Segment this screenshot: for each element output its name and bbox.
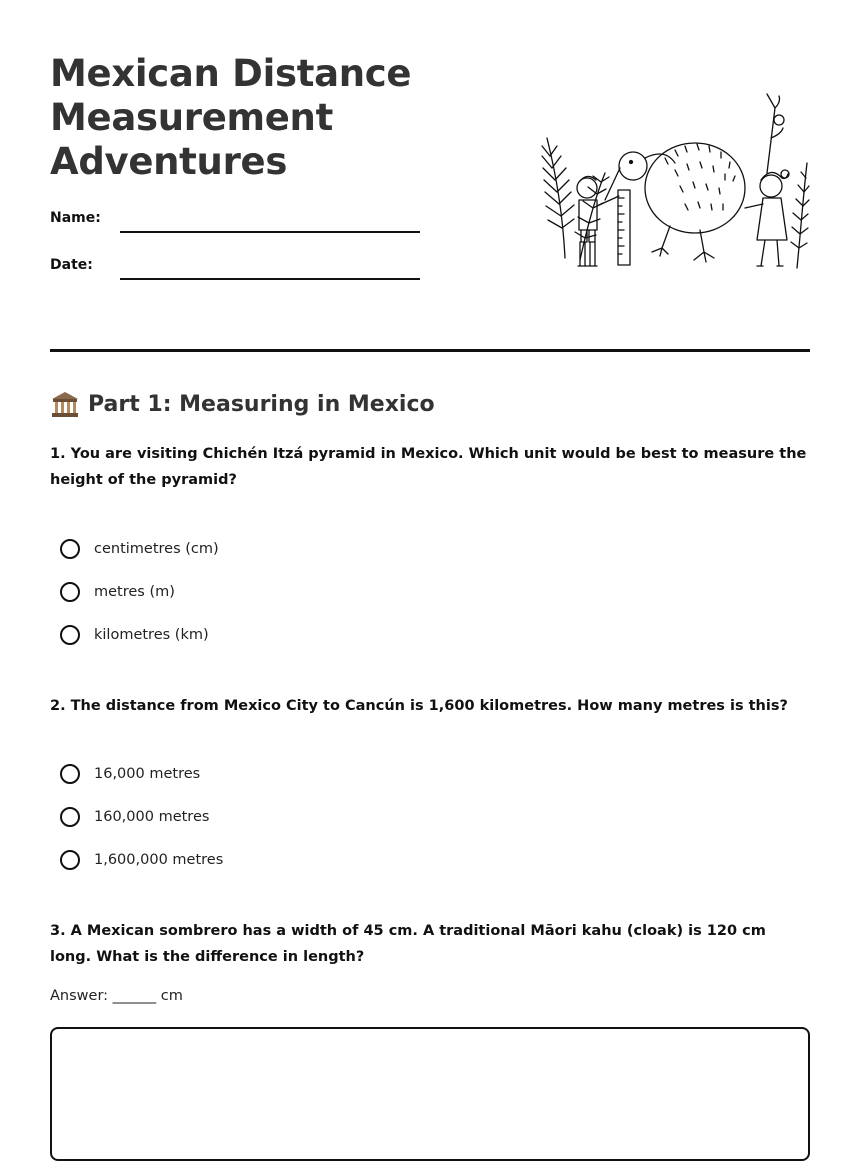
option-label: 160,000 metres	[94, 809, 210, 825]
ruler-icon	[618, 190, 630, 265]
girl-figure	[745, 170, 789, 266]
option-label: metres (m)	[94, 584, 175, 600]
radio-button[interactable]	[60, 764, 80, 784]
date-label: Date:	[50, 257, 93, 273]
option-q2-a[interactable]	[60, 761, 200, 787]
date-field[interactable]	[120, 278, 420, 280]
option-q1-b[interactable]	[60, 579, 175, 605]
title-line: Adventures	[50, 140, 288, 183]
option-q2-c[interactable]	[60, 847, 223, 873]
option-label: kilometres (km)	[94, 627, 209, 643]
option-q1-a[interactable]	[60, 536, 219, 562]
radio-button[interactable]	[60, 850, 80, 870]
title-line: Measurement	[50, 96, 333, 139]
kiwi-measuring-illustration	[535, 88, 810, 278]
title-line: Mexican Distance	[50, 52, 412, 95]
option-label: 16,000 metres	[94, 766, 201, 782]
question-2: 2. The distance from Mexico City to Cancún is 1,600 kilometres. How many metres is this?	[50, 698, 788, 714]
option-label: 1,600,000 metres	[94, 852, 224, 868]
classical-building-icon	[50, 389, 80, 419]
kiwi-bird-icon	[605, 143, 745, 262]
answer-box[interactable]	[50, 1027, 810, 1161]
radio-button[interactable]	[60, 807, 80, 827]
radio-button[interactable]	[60, 539, 80, 559]
option-label: centimetres (cm)	[94, 541, 219, 557]
fern-left-icon	[542, 138, 609, 260]
worksheet-title	[50, 52, 470, 184]
section-title: Part 1: Measuring in Mexico	[88, 391, 435, 417]
question-3: 3. A Mexican sombrero has a width of 45 cm. A traditional Māori kahu (cloak) is 120 cm long. What is the difference in length?	[50, 923, 766, 965]
fern-right-icon	[767, 94, 809, 268]
option-q2-b[interactable]	[60, 804, 209, 830]
name-field[interactable]	[120, 231, 420, 233]
option-q1-c[interactable]	[60, 622, 209, 648]
boy-figure	[577, 176, 619, 266]
header-divider	[50, 349, 810, 352]
answer-prompt: Answer: ______ cm	[50, 988, 183, 1004]
radio-button[interactable]	[60, 582, 80, 602]
section-heading	[50, 388, 435, 420]
question-1: 1. You are visiting Chichén Itzá pyramid in Mexico. Which unit would be best to measure the height of the pyramid?	[50, 446, 807, 488]
name-label: Name:	[50, 210, 101, 226]
radio-button[interactable]	[60, 625, 80, 645]
